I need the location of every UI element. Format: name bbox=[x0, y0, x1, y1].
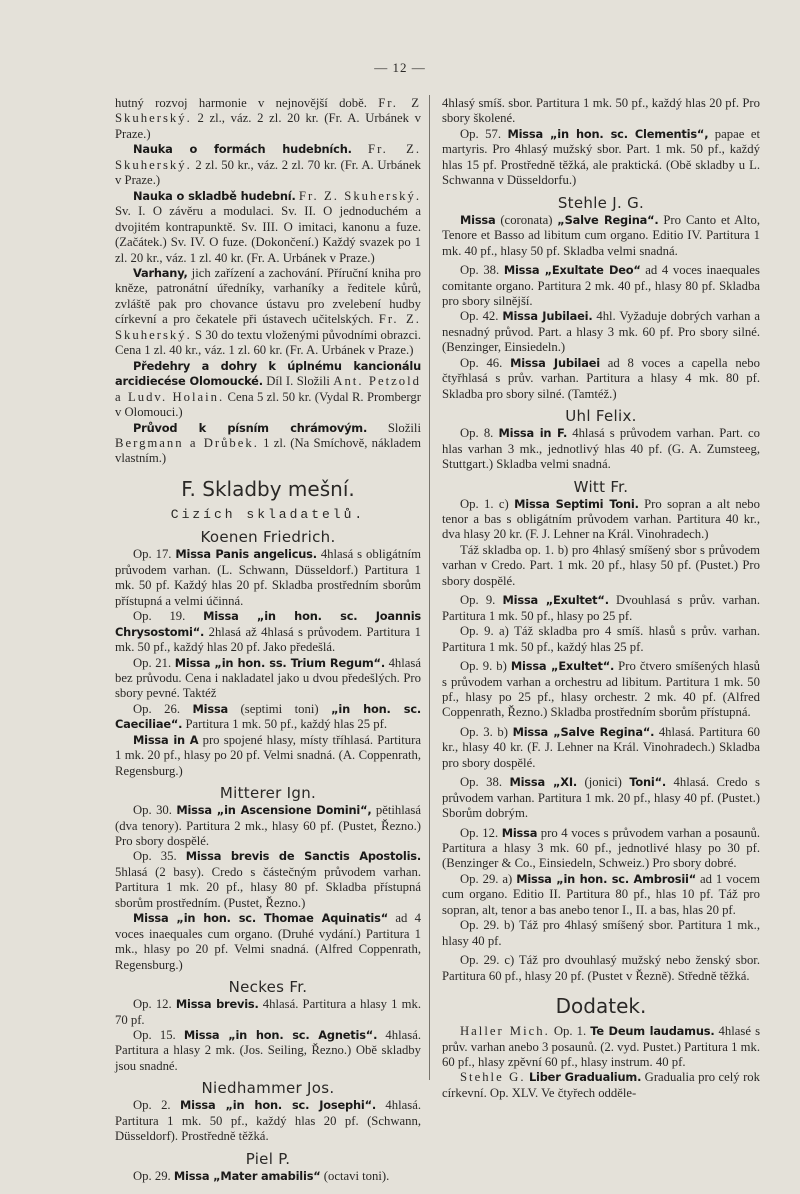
entry-text: Složili bbox=[367, 420, 421, 435]
work-title: Průvod k písním chrámovým. bbox=[133, 420, 368, 435]
catalog-entry bbox=[442, 953, 760, 984]
entry-text: ad 4 voces inaequales comitante organo. Partitura 2 mk. 40 pf., hlasy 80 pf. Skladba pro sbory silnější. bbox=[442, 263, 760, 308]
entry-text: ad 1 vocem cum organo. Editio II. Partitura 80 pf., hlas 10 pf. Táž pro sopran, alt, tenor a bas anebo tenor I., II. a bas, hlas 20 pf. bbox=[442, 871, 760, 917]
entry-text: hutný rozvoj harmonie v nejnovější době. bbox=[115, 96, 379, 110]
composer-heading bbox=[115, 784, 421, 802]
entry-text: Op. 17. bbox=[133, 547, 176, 562]
catalog-entry bbox=[442, 826, 760, 872]
entry-text: Op. 29. bbox=[133, 1168, 174, 1183]
entry-text: Neckes Fr. bbox=[228, 978, 308, 997]
work-title: Missa „in hon. sc. Ambrosii“ bbox=[516, 871, 697, 886]
catalog-entry bbox=[442, 918, 760, 949]
work-title: Missa „Mater amabilis“ bbox=[173, 1168, 321, 1183]
entry-text: Op. 15. bbox=[133, 1028, 184, 1043]
work-title: Nauka o formách hudebních. bbox=[133, 142, 352, 157]
entry-text: pro spojené hlasy, místy tříhlasá. Partitura 1 mk. 20 pf., hlasy po 20 pf. Velmi snadná. (A. Coppenrath, Regensburg.) bbox=[115, 732, 421, 778]
catalog-entry bbox=[442, 356, 760, 402]
entry-text: Op. 38. bbox=[460, 263, 504, 278]
entry-text: Stehle J. G. bbox=[557, 193, 645, 212]
entry-text: pro 4 voces s průvodem varhan a posaunů. Partitura a hlasy 3 mk. 60 pf., jednotlivé hlasy po 30 pf. (Benzinger & Co., Einsiedeln, Schweiz.) Pro sbory dobré. bbox=[442, 825, 760, 871]
catalog-entry bbox=[115, 142, 421, 188]
author-name: Fr. Z. Skuherský. bbox=[115, 142, 421, 172]
right-column bbox=[442, 96, 760, 1101]
catalog-entry bbox=[115, 96, 421, 142]
work-title: Missa „in hon. sc. Joannis Chrysostomi“. bbox=[115, 609, 421, 639]
catalog-entry bbox=[115, 733, 421, 779]
entry-text: Cizích skladatelů. bbox=[170, 506, 366, 522]
entry-text: Op. 2. bbox=[133, 1098, 181, 1113]
work-title: Missa „in Ascensione Domini“, bbox=[176, 803, 372, 818]
catalog-entry bbox=[115, 702, 421, 733]
entry-text: Partitura 1 mk. 50 pf., každý hlas 25 pf. bbox=[182, 717, 387, 732]
work-title: Missa Septimi Toni. bbox=[514, 496, 639, 511]
entry-text: Op. 29. b) Táž pro 4hlasý smíšený sbor. Partitura 1 mk., hlasy 40 pf. bbox=[442, 918, 760, 948]
catalog-entry bbox=[442, 593, 760, 624]
work-title: Missa „XI. bbox=[509, 775, 578, 790]
work-title: Missa „Exultet“. bbox=[502, 593, 609, 608]
work-title: Missa bbox=[192, 701, 229, 716]
catalog-entry bbox=[115, 609, 421, 655]
entry-text: Uhl Felix. bbox=[565, 407, 637, 426]
entry-text: Mitterer Ign. bbox=[219, 784, 317, 803]
author-name: Haller Mich. bbox=[460, 1024, 550, 1039]
work-title: Missa in A bbox=[133, 732, 199, 747]
work-title: Missa brevis. bbox=[175, 997, 259, 1012]
entry-text: Pro Canto et Alto, Tenore et Basso ad libitum cum organo. Editio IV. Partitura 1 mk. 40 pf., hlasy 50 pf. Skladba velmi snadná. bbox=[442, 212, 760, 258]
catalog-entry bbox=[442, 309, 760, 355]
entry-text: Cena 5 zl. 50 kr. (Vydal R. Prombergr v Olomouci.) bbox=[115, 389, 421, 420]
catalog-entry bbox=[115, 421, 421, 467]
work-title: Missa in F. bbox=[498, 426, 568, 441]
catalog-entry bbox=[115, 656, 421, 702]
composer-heading bbox=[115, 1079, 421, 1097]
entry-text: 4hlasá s obligátním průvodem varhan. (L. Schwann, Düsseldorf.) Partitura 1 mk. 50 pf. Každý hlas 20 pf. Skladba prostředním sborům přístupná a velmi účinná. bbox=[115, 547, 421, 608]
composer-heading bbox=[442, 194, 760, 212]
column-divider bbox=[429, 95, 430, 1080]
entry-text: (coronata) bbox=[495, 212, 558, 227]
entry-text: Op. 12. bbox=[133, 997, 176, 1012]
work-title: Missa „in hon. sc. Thomae Aquinatis“ bbox=[133, 911, 389, 926]
entry-text: ad 4 voces inaequales cum organo. (Druhé vydání.) Partitura 1 mk., hlasy po 20 pf. Velmi snadná. (Alfred Coppenrath, Regensburg.) bbox=[115, 911, 421, 972]
entry-text: Díl I. Složili bbox=[262, 374, 334, 389]
left-column bbox=[115, 96, 421, 1184]
catalog-entry bbox=[442, 497, 760, 543]
work-title: Missa „in hon. sc. Josephi“. bbox=[180, 1098, 376, 1113]
work-title: Varhany, bbox=[133, 265, 188, 280]
entry-text: Op. 12. bbox=[460, 825, 502, 840]
work-title: Missa „Exultet“. bbox=[510, 659, 615, 674]
entry-text: Op. 1. c) bbox=[460, 496, 515, 511]
entry-text: 4hlasá bez průvodu. Cena i nakladatel jako u dvou předešlých. Pro sbory pevné. Taktéž bbox=[115, 655, 421, 701]
entry-text: Táž skladba op. 1. b) pro 4hlasý smíšený sbor s průvodem varhan v Credo. Part. 1 mk. 20 pf., hlasy 50 pf. (Pustet.) Pro sbory dospělé. bbox=[442, 542, 760, 588]
catalog-entry bbox=[115, 266, 421, 359]
entry-text: Op. 29. a) bbox=[460, 871, 517, 886]
entry-text: Op. 35. bbox=[133, 849, 186, 864]
entry-text: 4hlasá. Partitura 60 kr., hlasy 40 kr. (F. J. Lehner na Král. Vinohradech.) Skladba pro sbory dospělé. bbox=[442, 724, 760, 770]
composer-heading bbox=[115, 978, 421, 996]
entry-text: Op. 29. c) Táž pro dvouhlasý mužský nebo ženský sbor. Partitura 60 pf., hlasy 20 pf. (Pustet v Řezně). Středně těžká. bbox=[442, 953, 760, 983]
catalog-entry bbox=[115, 1028, 421, 1074]
entry-text: 4hlasá. Partitura 1 mk. 50 pf., každý hlas 20 pf. (Schwann, Düsseldorf). Prostředně těžká. bbox=[115, 1098, 421, 1144]
work-title: Missa bbox=[501, 825, 538, 840]
catalog-entry bbox=[442, 213, 760, 259]
entry-text: Op. 26. bbox=[133, 701, 193, 716]
entry-text: 4hl. Vyžaduje dobrých varhan a nesnadný průvod. Part. a hlasy 3 mk. 60 pf. Pro sbory silné. (Benzinger, Einsiedeln.) bbox=[442, 309, 760, 355]
entry-text: Pro sopran a alt nebo tenor a bas s obligátním průvodem varhan. Partitura 40 kr., dva hlasy 20 kr. (F. J. Lehner na Král. Vinohradech.) bbox=[442, 496, 760, 542]
composer-heading bbox=[442, 478, 760, 496]
work-title: Missa Jubilaei. bbox=[502, 309, 593, 324]
section-subtitle bbox=[115, 507, 421, 522]
entry-text: 4hlasá. Partitura a hlasy 1 mk. 70 pf. bbox=[115, 997, 421, 1027]
entry-text: 1 zl. (Na Smíchově, nákladem vlastním.) bbox=[115, 435, 421, 466]
entry-text: jich zařízení a zachování. Příruční kniha pro kněze, patronátní úředníky, varhaníky a ředitele kůrů, zvláště pak pro chovance ústavu pro zvelebení hudby církevní a pro čekatele při ústavech učitelských. bbox=[115, 265, 421, 327]
catalog-entry bbox=[442, 1070, 760, 1101]
entry-text: 5hlasá (2 basy). Credo s částečným průvodem varhan. Partitura 1 mk. 20 pf., hlasy 80 pf. Skladba přístupná sborům prostředním. (Pustet, Řezno.) bbox=[115, 864, 421, 910]
work-title: Missa bbox=[460, 212, 496, 227]
entry-text: pětihlasá (dva tenory). Partitura 2 mk., hlasy 60 pf. (Pustet, Řezno.) Pro sbory dospělé. bbox=[115, 803, 421, 849]
entry-text: Pro čtvero smíšených hlasů s průvodem varhan a orchestru ad libitum. Partitura 1 mk. 50 pf., hlasy po 25 pf., hlasy orchestr. 2 mk. 40 pf. (Alfred Coppenrath, Řezno.) Skladba prostředním sborům přístupná. bbox=[442, 659, 761, 720]
entry-text: (septimi toni) bbox=[228, 701, 332, 716]
entry-text: 4hlasá. Partitura a hlasy 2 mk. (Jos. Seiling, Řezno.) Obě skladby jsou snadné. bbox=[115, 1028, 421, 1073]
catalog-entry bbox=[442, 127, 760, 189]
work-title: Missa brevis de Sanctis Apostolis. bbox=[185, 849, 421, 864]
catalog-entry bbox=[115, 189, 421, 266]
entry-text: Op. 3. b) bbox=[460, 724, 513, 739]
work-title: Missa „in hon. sc. Clementis“, bbox=[507, 126, 709, 141]
work-title: Te Deum laudamus. bbox=[590, 1024, 715, 1039]
entry-text bbox=[352, 142, 368, 156]
entry-text: Piel P. bbox=[245, 1149, 291, 1168]
entry-text: Gradualia pro celý rok církevní. Op. XLV. Ve čtyřech odděle- bbox=[442, 1070, 760, 1100]
catalog-entry bbox=[442, 872, 760, 918]
catalog-entry bbox=[115, 803, 421, 849]
work-title: Nauka o skladbě hudební. bbox=[133, 188, 296, 203]
entry-text: Op. 57. bbox=[460, 126, 508, 141]
work-title: Missa „in hon. ss. Trium Regum“. bbox=[174, 655, 385, 670]
catalog-entry bbox=[442, 775, 760, 821]
composer-heading bbox=[115, 528, 421, 546]
catalog-entry bbox=[115, 547, 421, 609]
entry-text: Op. 46. bbox=[460, 355, 511, 370]
catalog-entry bbox=[442, 426, 760, 472]
entry-text: Op. 21. bbox=[133, 655, 175, 670]
catalog-entry bbox=[442, 543, 760, 589]
catalog-entry bbox=[115, 911, 421, 973]
entry-text: 4hlasá s průvodem varhan. Part. co hlas varhan 3 mk., jednotlivý hlas 40 pf. (G. A. Zumsteeg, Stuttgart.) Skladba velmi snadná. bbox=[442, 426, 760, 472]
entry-text: Koenen Friedrich. bbox=[200, 528, 336, 547]
catalog-entry bbox=[115, 359, 421, 421]
entry-text: Op. 1. bbox=[549, 1024, 591, 1039]
entry-text: Op. 8. bbox=[460, 426, 499, 441]
entry-text: Op. 38. bbox=[460, 775, 510, 790]
work-title: „in hon. sc. Caeciliae“. bbox=[115, 701, 422, 732]
catalog-entry bbox=[442, 725, 760, 771]
entry-text: S 30 do textu vloženými původními obrazci. Cena 1 zl. 40 kr., váz. 1 zl. 60 kr. (Fr. A. Urbánek v Praze.) bbox=[115, 327, 421, 358]
entry-text: 4hlasá. Credo s průvodem varhan. Partitura 1 mk. 20 pf., hlasy 40 pf. (Pustet.) Sborům dobrým. bbox=[442, 775, 760, 821]
catalog-entry bbox=[442, 659, 760, 721]
entry-text: Op. 30. bbox=[133, 803, 177, 818]
catalog-entry bbox=[115, 997, 421, 1028]
entry-text: F. Skladby mešní. bbox=[181, 476, 355, 501]
author-name: Stehle G. bbox=[460, 1070, 526, 1085]
author-name: Fr. Z Skuherský. bbox=[115, 96, 421, 126]
entry-text: Sv. I. O závěru a modulaci. Sv. II. O jednoduchém a dvojitém kontrapunktě. Sv. III. O imitaci, kanonu a fuze. (Začátek.) Sv. IV. O fuze. (Dokončení.) Každý svazek po 1 zl. 20 kr., váz. 1 zl. 40 kr. (Fr. A. Urbánek v Praze.) bbox=[115, 204, 421, 265]
entry-text: Op. 19. bbox=[133, 609, 204, 624]
composer-heading bbox=[115, 1150, 421, 1168]
entry-text: Niedhammer Jos. bbox=[201, 1079, 335, 1098]
section-title bbox=[115, 477, 421, 501]
catalog-entry bbox=[442, 96, 760, 127]
catalog-entry bbox=[442, 1024, 760, 1070]
entry-text: ad 8 voces a capella nebo čtyřhlasá s prův. varhan. Partitura a hlasy 4 mk. 80 pf. Skladba pro sbory silné. (Tamtéž.) bbox=[442, 355, 760, 401]
entry-text: Op. 42. bbox=[460, 309, 503, 324]
author-name: Fr. Z. Skuherský. bbox=[298, 188, 422, 203]
work-title: Toni“. bbox=[629, 775, 667, 790]
entry-text: Dodatek. bbox=[555, 994, 647, 1019]
catalog-entry bbox=[442, 263, 760, 309]
work-title: Missa „in hon. sc. Agnetis“. bbox=[183, 1028, 378, 1043]
page-number: — 12 — bbox=[374, 60, 426, 75]
entry-text: Op. 9. bbox=[460, 593, 503, 608]
entry-text: 4hlasý smíš. sbor. Partitura 1 mk. 50 pf., každý hlas 20 pf. Pro sbory školené. bbox=[442, 96, 760, 126]
entry-text: papae et martyris. Pro 4hlasý mužský sbor. Part. 1 mk. 50 pf., každý hlas 15 pf. Prostředně těžká, ale praktická. (Obě skladby u L. Schwanna v Düsseldorfu.) bbox=[442, 126, 760, 188]
work-title: Missa Jubilaei bbox=[510, 355, 600, 370]
author-name: Fr. Z. Skuherský. bbox=[115, 312, 421, 342]
entry-text: 4hlasé s prův. varhan anebo 3 posaunů. (2. vyd. Pustet.) Partitura 1 mk. 60 pf., hlasy zpěvní 60 pf., hlasy instrum. 40 pf. bbox=[442, 1024, 761, 1070]
work-title: Missa Panis angelicus. bbox=[175, 547, 317, 562]
author-name: Ant. Petzold a Ludv. Holain. bbox=[115, 374, 421, 404]
catalog-entry bbox=[115, 1169, 421, 1184]
entry-text: Op. 9. b) bbox=[460, 659, 511, 674]
work-title: Missa „Salve Regina“. bbox=[512, 724, 655, 739]
entry-text: Op. 9. a) Táž skladba pro 4 smíš. hlasů s prův. varhan. Partitura 1 mk. 50 pf., každý hlas 25 pf. bbox=[442, 624, 760, 654]
entry-text: Witt Fr. bbox=[573, 477, 629, 496]
catalog-entry bbox=[115, 1098, 421, 1144]
section-title bbox=[442, 994, 760, 1018]
entry-text: (jonici) bbox=[577, 775, 630, 790]
catalog-entry bbox=[442, 624, 760, 655]
work-title: Liber Gradualium. bbox=[528, 1070, 642, 1085]
entry-text: Dvouhlasá s prův. varhan. Partitura 1 mk. 50 pf., hlasy po 25 pf. bbox=[442, 593, 760, 623]
entry-text: 2 zl., váz. 2 zl. 20 kr. (Fr. A. Urbánek v Praze.) bbox=[115, 111, 421, 141]
author-name: Bergmann a Drůbek. bbox=[115, 435, 259, 450]
work-title: Missa „Exultate Deo“ bbox=[503, 263, 641, 278]
entry-text: 2hlasá až 4hlasá s průvodem. Partitura 1 mk. 50 pf., každý hlas 20 pf. Jako předešlá. bbox=[115, 624, 421, 655]
entry-text: (octavi toni). bbox=[320, 1168, 390, 1183]
catalog-entry bbox=[115, 849, 421, 911]
work-title: „Salve Regina“. bbox=[557, 212, 659, 227]
work-title: Předehry a dohry k úplnému kancionálu arcidiecése Olomoucké. bbox=[115, 358, 421, 389]
entry-text: 2 zl. 50 kr., váz. 2 zl. 70 kr. (Fr. A. Urbánek v Praze.) bbox=[115, 157, 421, 188]
composer-heading bbox=[442, 407, 760, 425]
